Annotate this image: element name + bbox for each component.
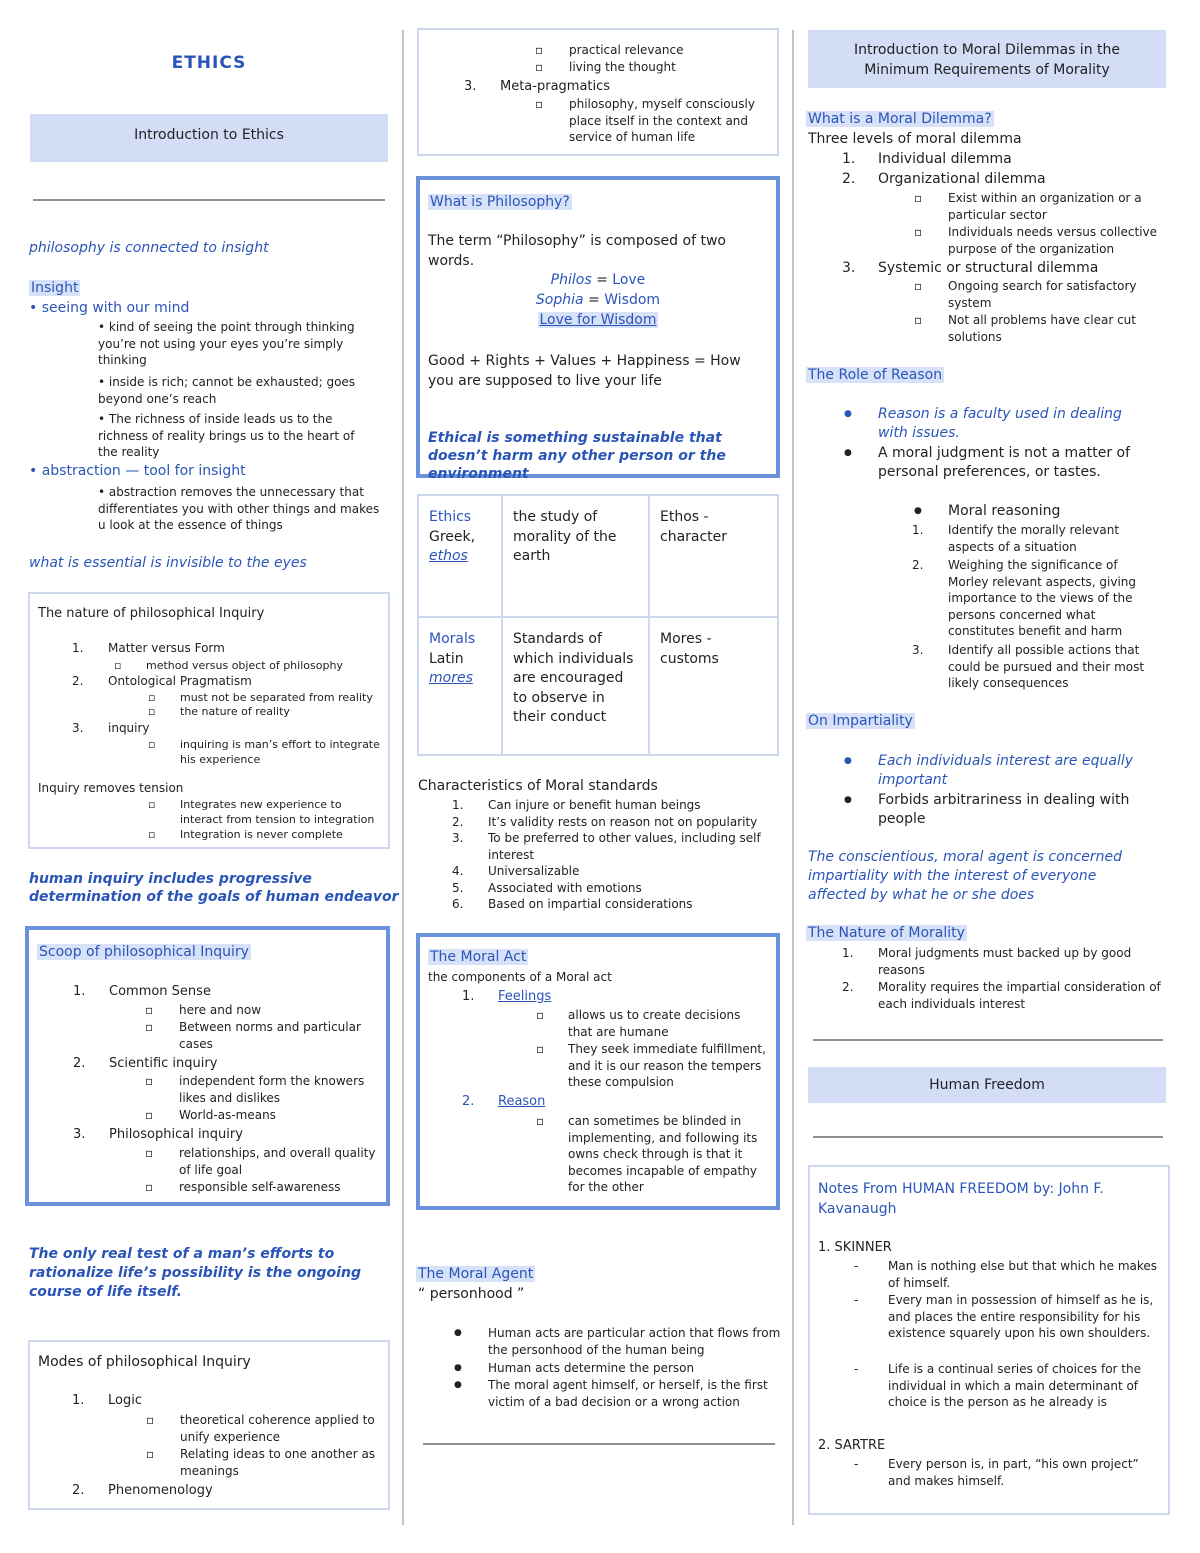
moral-act-item-1a: ▫ allows us to create decisions that are humane — [536, 1008, 741, 1039]
characteristics-list — [452, 797, 782, 913]
table-row — [418, 495, 778, 617]
ethics-morals-table — [417, 494, 779, 756]
notes-skinner-1: - Man is nothing else but that which he makes of himself. — [854, 1259, 1158, 1290]
column-divider-1 — [402, 30, 404, 1525]
role-of-reason-title: The Role of Reason — [808, 367, 943, 383]
philosophy-title: What is Philosophy? — [430, 194, 570, 210]
moral-agent-bullet-2: ● Human acts determine the person — [454, 1361, 695, 1375]
moral-agent-bullet-3: ● The moral agent himself, or herself, is the first victim of a bad decision or a wrong action — [454, 1378, 768, 1409]
moral-act-title: The Moral Act — [430, 949, 527, 965]
insight-heading: Insight — [31, 280, 79, 296]
table-row — [418, 617, 778, 755]
pragmatics-item-a: ▫ practical relevance — [535, 43, 684, 57]
human-freedom-notes-box — [808, 1165, 1170, 1515]
table-cell-root: Mores - customs — [649, 617, 778, 755]
section-banner-intro-ethics: Introduction to Ethics — [30, 114, 388, 162]
quote-human-inquiry: human inquiry includes progressive determination of the goals of human endeavor — [29, 871, 399, 905]
insight-point-1: • seeing with our mind — [29, 300, 190, 316]
insight-sub-1: • kind of seeing the point through thinking you’re not using your eyes you’re simply thinking — [98, 320, 355, 367]
reason-bullet-3: ● Moral reasoning — [914, 503, 1061, 519]
dilemma-item-3a: ▫ Ongoing search for satisfactory system — [914, 279, 1137, 310]
philos-line: Philos = Love — [550, 272, 646, 288]
moral-agent-sub: “ personhood ” — [418, 1286, 525, 1302]
scoop-item-3b: ▫ responsible self-awareness — [145, 1180, 341, 1194]
modes-item-1a: ▫ theoretical coherence applied to unify experience — [146, 1413, 375, 1444]
love-for-wisdom: Love for Wisdom — [539, 312, 657, 328]
morality-item-1: 1. Moral judgments must backed up by good reasons — [842, 946, 1132, 977]
table-cell-definition: Standards of which individuals are encouraged to observe in their conduct — [502, 617, 649, 755]
section-banner-moral-dilemmas: Introduction to Moral Dilemmas in the Minimum Requirements of Morality — [808, 30, 1166, 88]
scoop-item-3a: ▫ relationships, and overall quality of life goal — [145, 1146, 376, 1177]
notes-skinner-2: - Every man in possession of himself as he is, and places the entire responsibility for his existence squarely upon his own shoulders. — [854, 1293, 1154, 1340]
divider — [423, 1443, 775, 1445]
scoop-of-inquiry-box: Scoop of philosophical Inquiry 1. Common Sense ▫ here and now ▫ Between norms and particular cases 2. Scientific inquiry ▫ independent form the knowers likes and dislikes ▫ World-as-means 3. Philosophical inquiry ▫ relationships, and overall quality of life goal ▫ responsible self-awareness — [25, 926, 390, 1206]
reason-step-2: 2. Weighing the significance of Morley relevant aspects, giving importance to the views of the persons concerned what constitutes benefit and harm — [912, 558, 1137, 638]
tension-item-2: ▫ Integration is never complete — [148, 828, 343, 841]
tension-heading: Inquiry removes tension — [38, 781, 184, 795]
pragmatics-item-b: ▫ living the thought — [535, 60, 676, 74]
quote-real-test: The only real test of a man’s efforts to rationalize life’s possibility is the ongoing course of life itself. — [29, 1246, 361, 1300]
moral-act-item-1b: ▫ They seek immediate fulfillment, and it is our reason the tempers these compulsion — [536, 1042, 766, 1089]
nature-item-2b: ▫ the nature of reality — [148, 705, 290, 718]
moral-act-item-2a: ▫ can sometimes be blinded in implementing, and following its owns check through is that it becomes incapable of empathy for the other — [536, 1114, 758, 1194]
notes-heading-sartre: 2. SARTRE — [818, 1438, 886, 1453]
nature-item-1a: ▫ method versus object of philosophy — [114, 659, 343, 672]
insight-sub-3: • The richness of inside leads us to the richness of reality brings us to the heart of the reality — [98, 412, 355, 459]
morality-item-2: 2. Morality requires the impartial consideration of each individuals interest — [842, 980, 1161, 1011]
dilemma-sub: Three levels of moral dilemma — [808, 131, 1022, 147]
divider — [813, 1136, 1163, 1138]
quote-essential: what is essential is invisible to the eyes — [29, 555, 307, 571]
table-cell-term: Ethics Greek, ethos — [418, 495, 502, 617]
nature-item-3a: ▫ inquiring is man’s effort to integrate his experience — [148, 738, 380, 766]
reason-bullet-2: ● A moral judgment is not a matter of personal preferences, or tastes. — [844, 445, 1131, 480]
dilemma-item-2a: ▫ Exist within an organization or a particular sector — [914, 191, 1142, 222]
dilemma-title: What is a Moral Dilemma? — [808, 111, 992, 127]
insight-sub-2: • inside is rich; cannot be exhausted; goes beyond one’s reach — [98, 375, 356, 406]
reason-step-1: 1. Identify the morally relevant aspects of a situation — [912, 523, 1120, 554]
impartiality-title: On Impartiality — [808, 713, 913, 729]
notes-sartre-1: - Every person is, in part, “his own project” and makes himself. — [854, 1457, 1139, 1488]
moral-agent-bullet-1: ● Human acts are particular action that flows from the personhood of the human being — [454, 1326, 781, 1357]
impartiality-bullet-1: ● Each individuals interest are equally important — [844, 753, 1134, 788]
moral-act-box: The Moral Act the components of a Moral act 1. Feelings ▫ allows us to create decisions that are humane ▫ They seek immediate fulfillment, and it is our reason the tempers these compulsion 2. Reason ▫ can sometimes be blinded in implementing, and following its owns check through is that it becomes incapable of empathy for the other — [416, 933, 780, 1210]
insight-point-2: • abstraction — tool for insight — [29, 463, 246, 479]
insight-sub-4: • abstraction removes the unnecessary that differentiates you with other things and makes u look at the essence of things — [98, 485, 380, 532]
moral-act-sub: the components of a Moral act — [428, 970, 612, 984]
nature-of-inquiry-box: The nature of philosophical Inquiry 1. Matter versus Form ▫ method versus object of philosophy 2. Ontological Pragmatism ▫ must not be separated from reality ▫ the nature of reality 3. inquiry ▫ inquiring is man’s effort to integrate his experience Inquiry removes tension ▫ Integrates new experience to interact from tension to integration ▫ Integration is never complete — [28, 592, 390, 849]
characteristics-title: Characteristics of Moral standards — [418, 778, 658, 794]
what-is-philosophy-box — [416, 176, 780, 482]
impartiality-quote: The conscientious, moral agent is concerned impartiality with the interest of everyone affected by what he or she does — [808, 849, 1122, 903]
nature-item-2a: ▫ must not be separated from reality — [148, 691, 373, 704]
reason-step-3: 3. Identify all possible actions that could be pursued and their most likely consequences — [912, 643, 1145, 690]
philosophy-equation: Good + Rights + Values + Happiness = How you are supposed to live your life — [428, 353, 741, 389]
notes-heading-skinner: 1. SKINNER — [818, 1240, 892, 1255]
notes-skinner-3: - Life is a continual series of choices for the individual in which a main determinant of choice is the person as he already is — [854, 1362, 1141, 1409]
lead-text: philosophy is connected to insight — [29, 240, 269, 256]
divider — [813, 1039, 1163, 1041]
scoop-item-1b: ▫ Between norms and particular cases — [145, 1020, 361, 1051]
modes-title: Modes of philosophical Inquiry — [38, 1354, 251, 1370]
list-item: 1. Can injure or benefit human beings — [452, 798, 701, 812]
nature-title: The nature of philosophical Inquiry — [38, 606, 265, 621]
tension-item-1: ▫ Integrates new experience to interact from tension to integration — [148, 798, 375, 826]
table-cell-term: Morals Latin mores — [418, 617, 502, 755]
list-item: 4. Universalizable — [452, 864, 580, 878]
scoop-item-1a: ▫ here and now — [145, 1003, 262, 1017]
sophia-line: Sophia = Wisdom — [535, 292, 661, 308]
modes-item-1b: ▫ Relating ideas to one another as meanings — [146, 1447, 376, 1478]
philosophy-intro: The term “Philosophy” is composed of two words. — [428, 233, 726, 269]
scoop-item-2b: ▫ World-as-means — [145, 1108, 276, 1122]
dilemma-item-3b: ▫ Not all problems have clear cut solutions — [914, 313, 1136, 344]
modes-of-inquiry-box: Modes of philosophical Inquiry 1. Logic ▫ theoretical coherence applied to unify experience ▫ Relating ideas to one another as meanings 2. Phenomenology — [28, 1340, 390, 1510]
document-title: ETHICS — [171, 53, 247, 73]
list-item: 3. To be preferred to other values, including self interest — [452, 831, 761, 862]
scoop-item-2a: ▫ independent form the knowers likes and dislikes — [145, 1074, 365, 1105]
moral-agent-title: The Moral Agent — [418, 1266, 534, 1282]
list-item: 5. Associated with emotions — [452, 880, 642, 895]
scoop-title: Scoop of philosophical Inquiry — [39, 944, 249, 960]
nature-of-morality-title: The Nature of Morality — [808, 925, 965, 941]
section-banner-human-freedom: Human Freedom — [808, 1067, 1166, 1103]
dilemma-item-2b: ▫ Individuals needs versus collective purpose of the organization — [914, 225, 1158, 256]
philosophy-quote: Ethical is something sustainable that doesn’t harm any other person or the environment — [428, 430, 726, 482]
list-item: 6. Based on impartial considerations — [452, 897, 693, 911]
list-item: 2. It’s validity rests on reason not on popularity — [452, 814, 758, 829]
reason-bullet-1: ● Reason is a faculty used in dealing with issues. — [844, 406, 1122, 441]
table-cell-definition: the study of morality of the earth — [502, 495, 649, 617]
pragmatics-item-3a: ▫ philosophy, myself consciously place itself in the context and service of human life — [535, 97, 755, 144]
notes-title: Notes From HUMAN FREEDOM by: John F. Kavanaugh — [818, 1181, 1104, 1217]
pragmatics-box: ▫ practical relevance ▫ living the thought 3. Meta-pragmatics ▫ philosophy, myself consciously place itself in the context and service of human life — [417, 28, 779, 156]
table-cell-root: Ethos - character — [649, 495, 778, 617]
column-divider-2 — [792, 30, 794, 1525]
impartiality-bullet-2: ● Forbids arbitrariness in dealing with people — [844, 792, 1130, 827]
divider — [33, 199, 385, 201]
